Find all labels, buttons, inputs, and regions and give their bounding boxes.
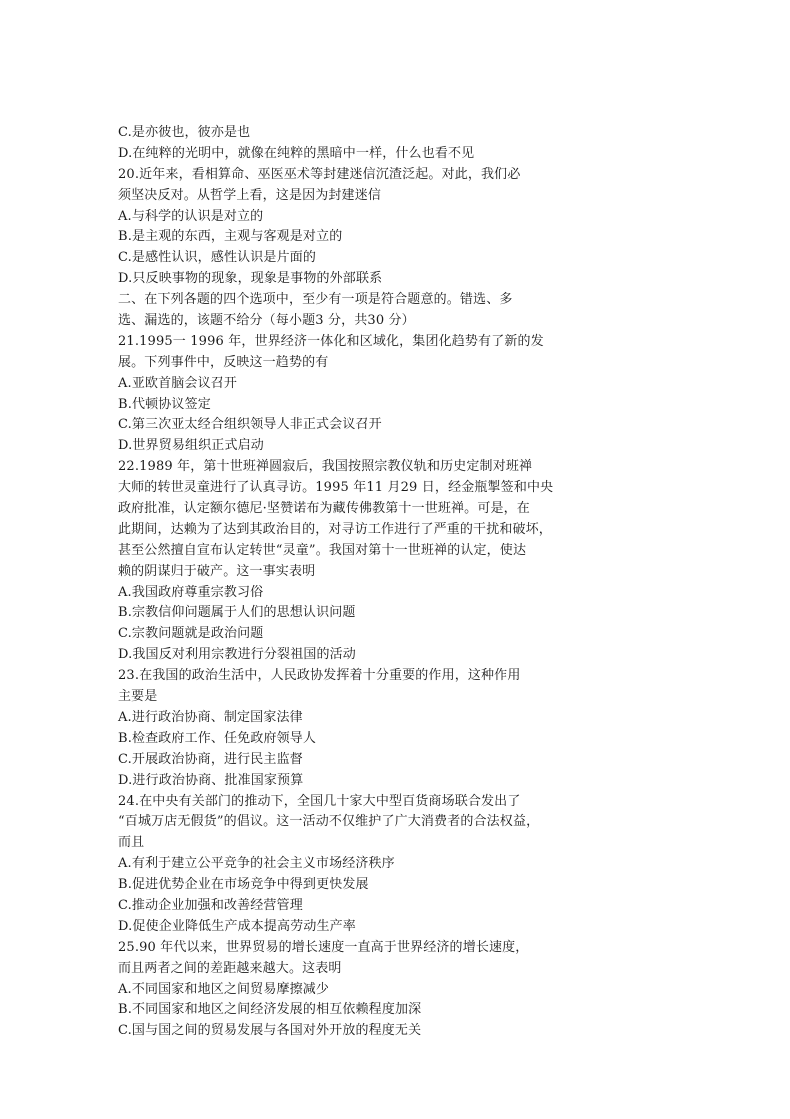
text-line: 20.近年来，看相算命、巫医巫术等封建迷信沉渣泛起。对此，我们必 <box>118 166 521 182</box>
text-line: D.进行政治协商、批准国家预算 <box>118 772 304 788</box>
text-line: B.不同国家和地区之间经济发展的相互依赖程度加深 <box>118 1002 422 1018</box>
text-line: D.在纯粹的光明中，就像在纯粹的黑暗中一样，什么也看不见 <box>118 145 475 161</box>
text-line: C.开展政治协商，进行民主监督 <box>118 751 303 767</box>
text-line: C.国与国之间的贸易发展与各国对外开放的程度无关 <box>118 1023 422 1039</box>
text-line: 而且两者之间的差距越来越大。这表明 <box>118 960 342 976</box>
text-line: 须坚决反对。从哲学上看，这是因为封建迷信 <box>118 187 382 203</box>
text-line: A.有利于建立公平竞争的社会主义市场经济秩序 <box>118 856 395 872</box>
document-page <box>118 123 598 1042</box>
text-line: 22.1989 年，第十世班禅圆寂后，我国按照宗教仪轨和历史定制对班禅 <box>118 459 533 475</box>
text-line: D.只反映事物的现象，现象是事物的外部联系 <box>118 271 383 287</box>
text-line: D.世界贸易组织正式启动 <box>118 438 264 454</box>
text-line: A.亚欧首脑会议召开 <box>118 375 238 391</box>
text-line: 大师的转世灵童进行了认真寻访。1995 年11 月29 日，经金瓶掣签和中央 <box>118 480 554 496</box>
text-line: C.推动企业加强和改善经营管理 <box>118 897 303 913</box>
text-line: C.宗教问题就是政治问题 <box>118 626 264 642</box>
text-line: 24.在中央有关部门的推动下，全国几十家大中型百货商场联合发出了 <box>118 793 521 809</box>
text-line: C.第三次亚太经合组织领导人非正式会议召开 <box>118 417 382 433</box>
text-line: “百城万店无假货”的倡议。这一活动不仅维护了广大消费者的合法权益， <box>118 814 540 830</box>
text-line: A.我国政府尊重宗教习俗 <box>118 584 264 600</box>
text-line: C.是亦彼也，彼亦是也 <box>118 125 251 140</box>
text-line: B.代顿协议签定 <box>118 396 211 412</box>
text-line: D.促使企业降低生产成本提高劳动生产率 <box>118 918 356 934</box>
text-line: 甚至公然擅自宣布认定转世“灵童”。我国对第十一世班禅的认定，使达 <box>118 542 527 558</box>
text-line: 选、漏选的，该题不给分（每小题3 分，共30 分） <box>118 313 415 329</box>
text-line: 赖的阴谋归于破产。这一事实表明 <box>118 563 316 579</box>
text-line: 25.90 年代以来，世界贸易的增长速度一直高于世界经济的增长速度， <box>118 939 529 955</box>
text-line: D.我国反对利用宗教进行分裂祖国的活动 <box>118 647 356 663</box>
text-line: 此期间，达赖为了达到其政治目的，对寻访工作进行了严重的干扰和破坏， <box>118 521 552 537</box>
text-line: A.不同国家和地区之间贸易摩擦减少 <box>118 981 330 997</box>
text-line: B.是主观的东西，主观与客观是对立的 <box>118 229 343 245</box>
text-line: 主要是 <box>118 689 158 705</box>
text-line: B.促进优势企业在市场竞争中得到更快发展 <box>118 877 369 893</box>
text-line: 23.在我国的政治生活中，人民政协发挥着十分重要的作用，这种作用 <box>118 668 521 684</box>
text-line: 政府批准，认定额尔德尼·坚赞诺布为藏传佛教第十一世班禅。可是，在 <box>118 501 530 517</box>
text-line: 展。下列事件中，反映这一趋势的有 <box>118 354 329 370</box>
text-line: B.宗教信仰问题属于人们的思想认识问题 <box>118 605 356 621</box>
text-line: A.与科学的认识是对立的 <box>118 208 264 224</box>
text-line: 二、在下列各题的四个选项中，至少有一项是符合题意的。错选、多 <box>118 292 513 308</box>
text-line: 21.1995一 1996 年，世界经济一体化和区域化，集团化趋势有了新的发 <box>118 333 544 349</box>
text-line: A.进行政治协商、制定国家法律 <box>118 709 303 725</box>
text-line: 而且 <box>118 835 145 851</box>
text-line: B.检查政府工作、任免政府领导人 <box>118 730 317 746</box>
text-line: C.是感性认识，感性认识是片面的 <box>118 250 317 266</box>
